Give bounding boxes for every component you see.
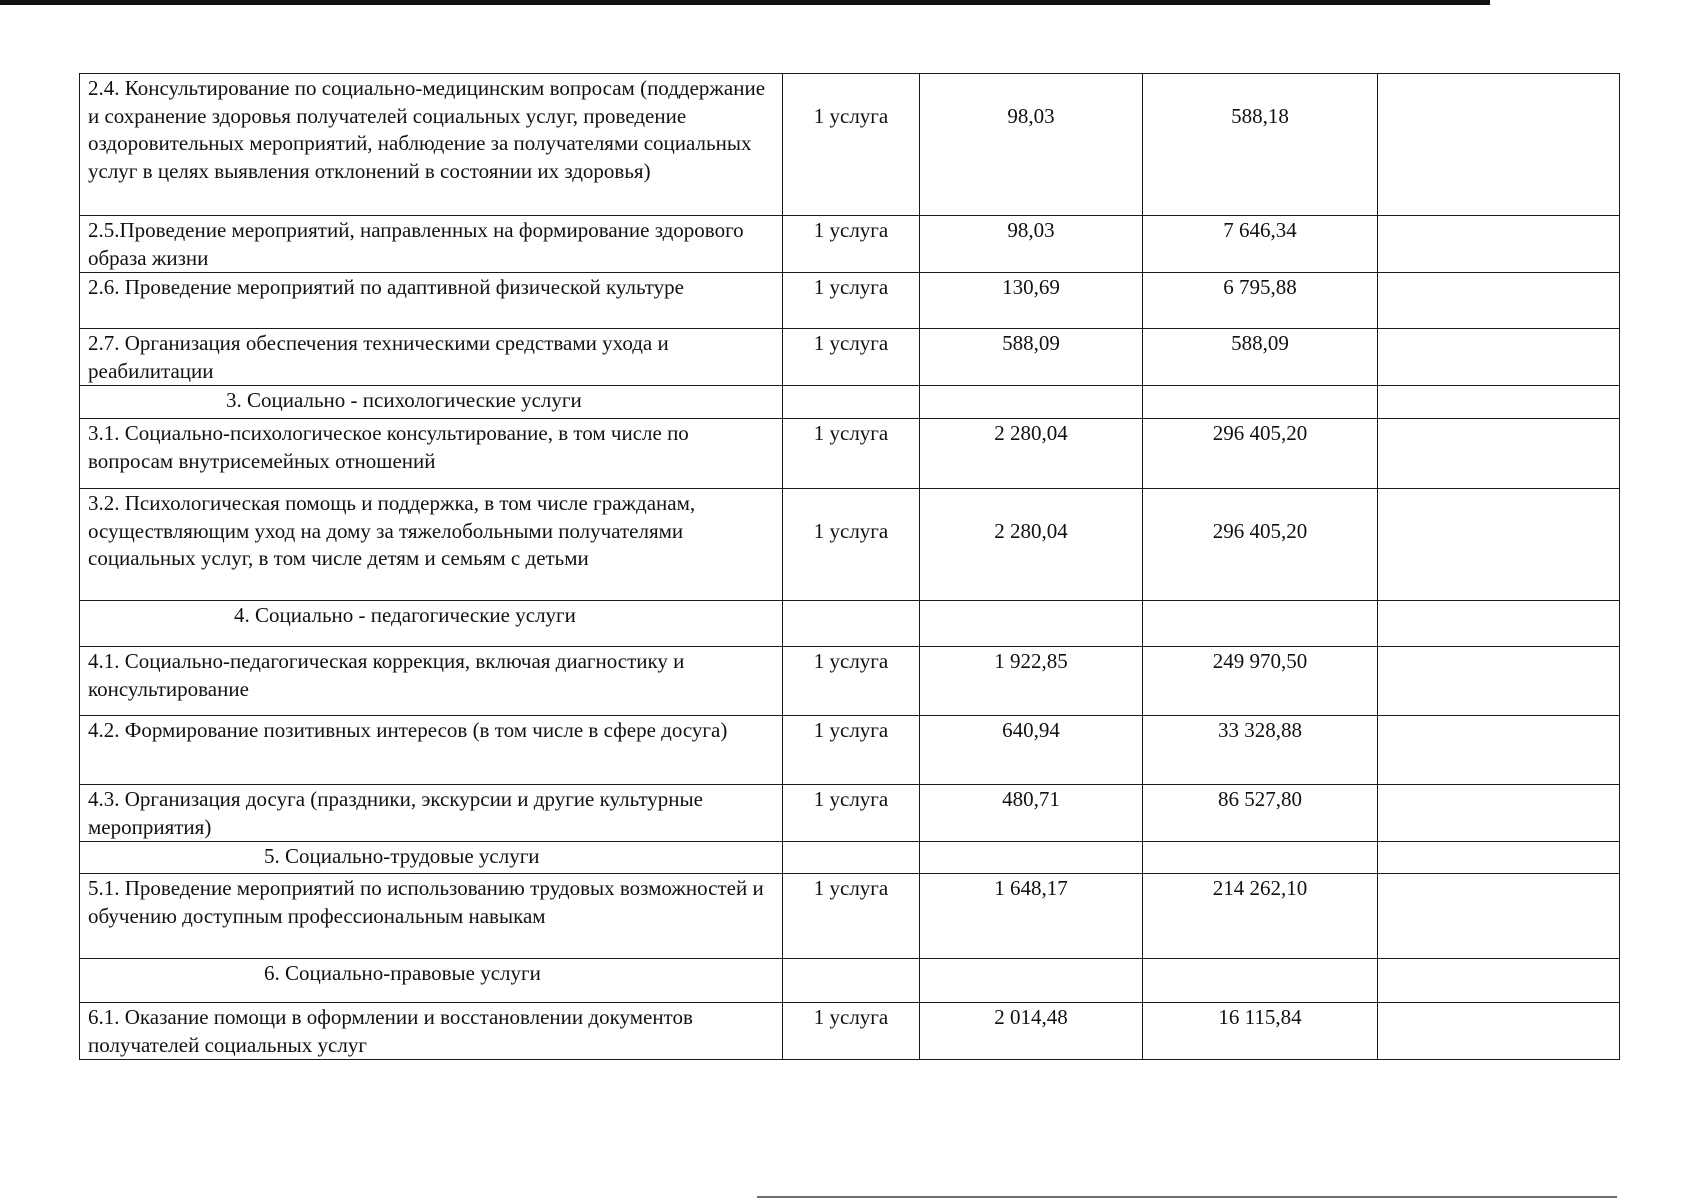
unit-text: 1 услуга [813,876,889,900]
total-cell [1143,489,1378,601]
section-row [80,601,1620,647]
note-cell [1378,386,1620,419]
price-text: 2 014,48 [994,1005,1068,1029]
unit-cell [783,1003,920,1060]
note-cell [1378,647,1620,716]
total-text: 6 795,88 [1223,275,1297,299]
unit-text: 1 услуга [813,218,889,242]
total-text: 86 527,80 [1218,787,1302,811]
table-row [80,489,1620,601]
unit-cell [783,874,920,959]
table-row [80,273,1620,329]
top-page-border [0,0,1490,5]
service-name-cell: 2.5.Проведение мероприятий, направленных на формирование здорового образа жизни [80,216,783,273]
unit-cell [783,386,920,419]
table-row [80,785,1620,842]
price-text: 588,09 [1002,331,1060,355]
total-cell [1143,74,1378,216]
price-text: 2 280,04 [994,519,1068,543]
unit-cell [783,489,920,601]
price-cell [920,1003,1143,1060]
price-text: 480,71 [1002,787,1060,811]
price-cell [920,273,1143,329]
unit-cell [783,601,920,647]
price-cell [920,329,1143,386]
unit-text: 1 услуга [813,104,889,128]
unit-cell [783,273,920,329]
bottom-page-edge [757,1196,1617,1198]
unit-text: 1 услуга [813,275,889,299]
service-name-cell: 6.1. Оказание помощи в оформлении и восстановлении документов получателей социальных услуг [80,1003,783,1060]
table-row [80,216,1620,273]
total-text: 249 970,50 [1212,649,1308,673]
table-row [80,74,1620,216]
total-cell [1143,601,1378,647]
service-name-cell: 2.6. Проведение мероприятий по адаптивной физической культуре [80,273,783,329]
note-cell [1378,329,1620,386]
note-cell [1378,74,1620,216]
table-row [80,716,1620,785]
unit-cell [783,647,920,716]
price-cell [920,842,1143,874]
unit-cell [783,74,920,216]
services-table [79,73,1620,1060]
total-text: 214 262,10 [1212,876,1308,900]
note-cell [1378,489,1620,601]
section-row [80,959,1620,1003]
unit-cell [783,716,920,785]
note-cell [1378,716,1620,785]
price-cell [920,216,1143,273]
table-row [80,329,1620,386]
table-row [80,647,1620,716]
section-title-cell [80,842,783,874]
unit-text: 1 услуга [813,649,889,673]
price-cell [920,874,1143,959]
note-cell [1378,273,1620,329]
unit-text: 1 услуга [813,331,889,355]
table-row [80,874,1620,959]
price-text: 1 922,85 [994,649,1068,673]
unit-cell [783,419,920,489]
price-cell [920,601,1143,647]
price-text: 98,03 [1007,104,1055,128]
note-cell [1378,959,1620,1003]
price-cell [920,959,1143,1003]
section-row [80,842,1620,874]
price-cell [920,716,1143,785]
unit-text: 1 услуга [813,519,889,543]
table-row [80,1003,1620,1060]
total-cell [1143,216,1378,273]
unit-text: 1 услуга [813,787,889,811]
unit-text: 1 услуга [813,718,889,742]
total-text: 296 405,20 [1212,421,1308,445]
note-cell [1378,419,1620,489]
total-cell [1143,386,1378,419]
service-name-cell: 4.1. Социально-педагогическая коррекция, включая диагностику и консультирование [80,647,783,716]
services-table-body [80,74,1620,1060]
total-cell [1143,959,1378,1003]
table-row [80,419,1620,489]
total-text: 16 115,84 [1218,1005,1302,1029]
note-cell [1378,842,1620,874]
unit-cell [783,959,920,1003]
price-text: 640,94 [1002,718,1060,742]
total-cell [1143,419,1378,489]
note-cell [1378,874,1620,959]
unit-text: 1 услуга [813,1005,889,1029]
unit-cell [783,329,920,386]
total-text: 7 646,34 [1223,218,1297,242]
note-cell [1378,601,1620,647]
total-cell [1143,716,1378,785]
total-cell [1143,273,1378,329]
price-cell [920,785,1143,842]
service-name-cell: 3.2. Психологическая помощь и поддержка, в том числе гражданам, осуществляющим уход на дому за тяжелобольными получателями социальных услуг, в том числе детям и семьям с детьми [80,489,783,601]
section-title: 4. Социально - педагогические услуги [234,603,576,627]
price-text: 130,69 [1002,275,1060,299]
unit-cell [783,216,920,273]
service-name-cell: 3.1. Социально-психологическое консультирование, в том числе по вопросам внутрисемейных отношений [80,419,783,489]
section-title: 3. Социально - психологические услуги [226,388,582,412]
unit-cell [783,785,920,842]
unit-cell [783,842,920,874]
total-text: 588,09 [1231,331,1289,355]
section-row [80,386,1620,419]
total-cell [1143,1003,1378,1060]
total-cell [1143,785,1378,842]
price-cell [920,74,1143,216]
price-cell [920,647,1143,716]
price-text: 1 648,17 [994,876,1068,900]
total-cell [1143,647,1378,716]
total-text: 588,18 [1231,104,1289,128]
section-title-cell [80,601,783,647]
total-text: 296 405,20 [1212,519,1308,543]
price-text: 98,03 [1007,218,1055,242]
total-cell [1143,874,1378,959]
service-name-cell: 2.7. Организация обеспечения техническими средствами ухода и реабилитации [80,329,783,386]
note-cell [1378,216,1620,273]
section-title: 5. Социально-трудовые услуги [264,844,540,868]
section-title-cell [80,386,783,419]
service-name-cell: 4.2. Формирование позитивных интересов (в том числе в сфере досуга) [80,716,783,785]
unit-text: 1 услуга [813,421,889,445]
price-cell [920,386,1143,419]
total-cell [1143,329,1378,386]
service-name-cell: 5.1. Проведение мероприятий по использованию трудовых возможностей и обучению доступным профессиональным навыкам [80,874,783,959]
section-title: 6. Социально-правовые услуги [264,961,541,985]
total-text: 33 328,88 [1218,718,1302,742]
price-cell [920,489,1143,601]
service-name-cell: 4.3. Организация досуга (праздники, экскурсии и другие культурные мероприятия) [80,785,783,842]
price-text: 2 280,04 [994,421,1068,445]
note-cell [1378,1003,1620,1060]
price-cell [920,419,1143,489]
total-cell [1143,842,1378,874]
service-name-cell: 2.4. Консультирование по социально-медицинским вопросам (поддержание и сохранение здоровья получателей социальных услуг, проведение оздоровительных мероприятий, наблюдение за получателями социальных услуг в целях выявления отклонений в состоянии их здоровья) [80,74,783,216]
section-title-cell [80,959,783,1003]
note-cell [1378,785,1620,842]
